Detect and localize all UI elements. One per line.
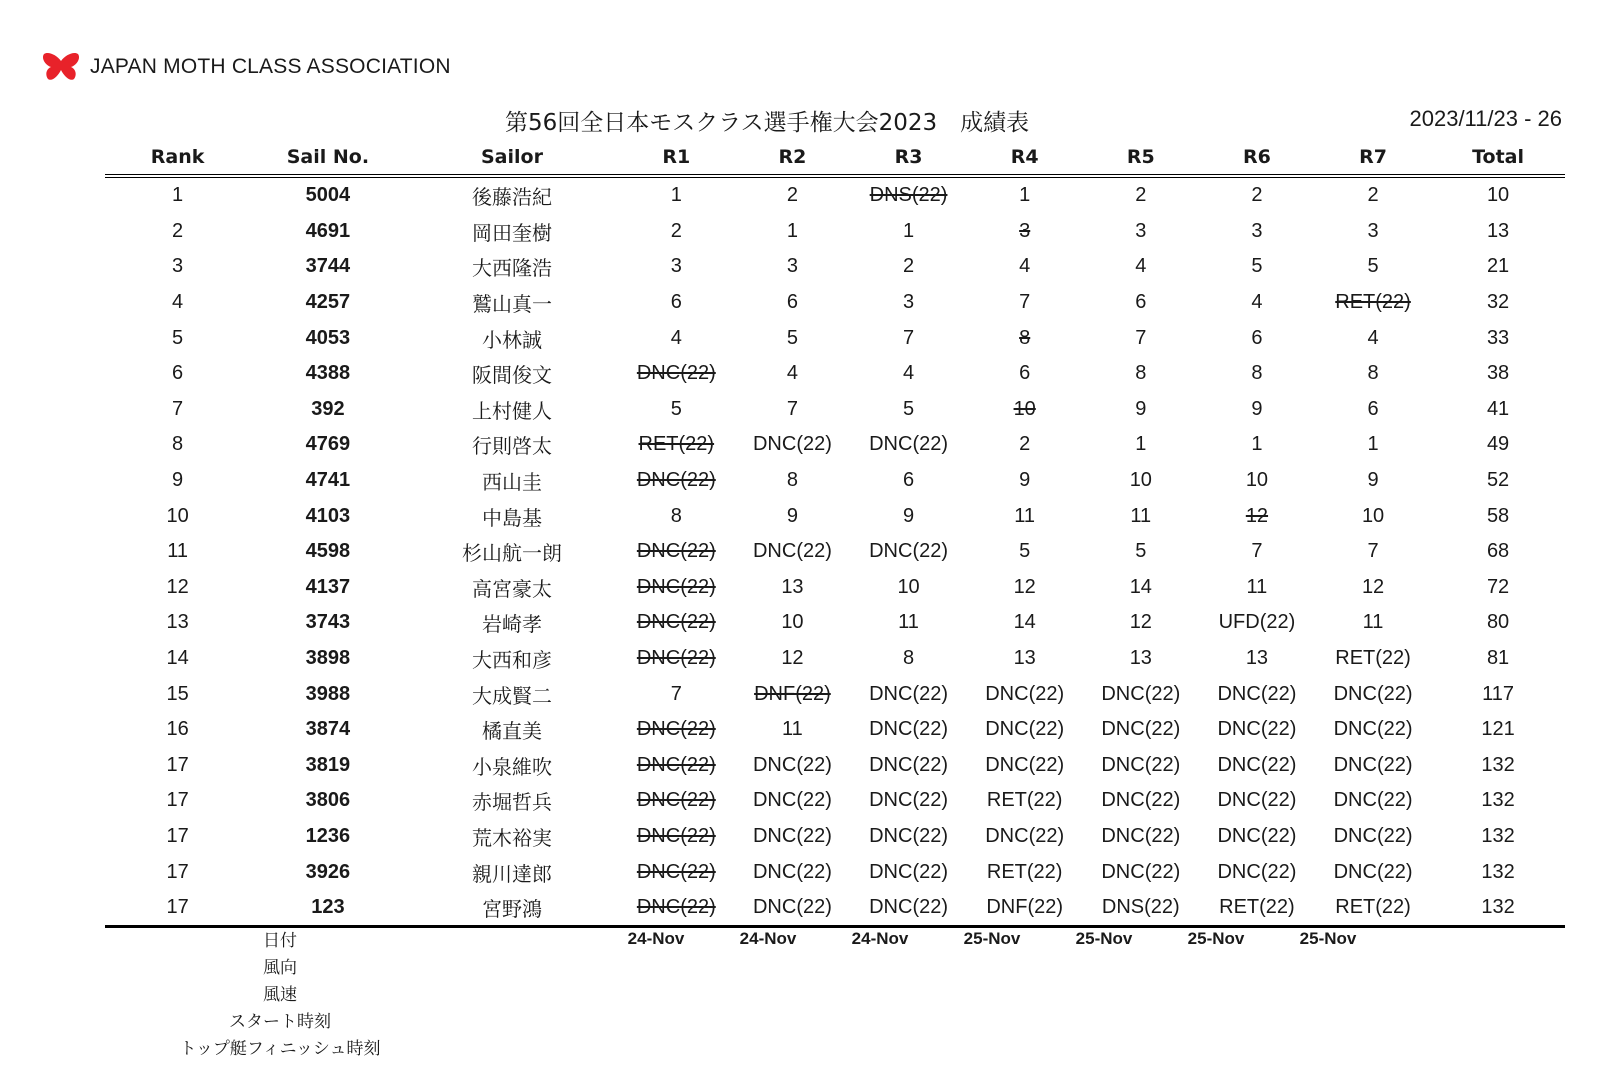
race-score-cell: 8: [903, 647, 915, 670]
race-score-cell: 4: [670, 326, 682, 349]
total-cell: 132: [1481, 860, 1515, 883]
race-score-cell: 3: [1251, 219, 1263, 242]
race-score-cell: DNF(22): [754, 682, 831, 705]
table-row: [105, 427, 1565, 463]
race-score-cell: 8: [670, 504, 682, 527]
race-score-cell: 10: [781, 611, 804, 634]
table-row: [105, 712, 1565, 748]
sail-number-cell: 4053: [305, 326, 351, 349]
race-score-cell: 3: [786, 255, 798, 278]
sail-number-cell: 3874: [305, 718, 351, 741]
total-cell: 117: [1482, 682, 1514, 705]
table-row: [105, 463, 1565, 499]
total-cell: 10: [1486, 184, 1510, 207]
sail-number-cell: 4691: [305, 219, 351, 242]
table-row: [105, 605, 1565, 641]
race-score-cell: DNC(22): [1101, 860, 1181, 883]
race-score-cell: DNS(22): [1083, 890, 1199, 927]
race-score-cell: 8: [1135, 362, 1147, 385]
total-cell: 21: [1486, 255, 1510, 278]
race-score-cell: 9: [903, 504, 915, 527]
total-cell: 52: [1486, 469, 1510, 492]
race-score-cell: 8: [1019, 326, 1031, 349]
table-row: [105, 570, 1565, 606]
sailor-name-cell: 岡田奎樹: [471, 220, 552, 245]
rank-cell: 6: [172, 362, 184, 385]
rank-cell: 5: [172, 326, 184, 349]
column-header-r1: R1: [662, 146, 691, 168]
race-score-cell: 2: [1251, 184, 1263, 207]
race-score-cell: 2: [670, 219, 682, 242]
race-score-cell: DNC(22): [985, 718, 1065, 741]
column-header-r6: R6: [1243, 146, 1271, 168]
total-cell: 49: [1486, 433, 1510, 456]
race-score-cell: 5: [1367, 255, 1379, 278]
race-score-cell: 1: [786, 219, 798, 242]
rank-cell: 16: [166, 718, 189, 741]
race-score-cell: DNC(22): [869, 433, 949, 456]
column-header-r3: R3: [894, 146, 923, 168]
sail-number-cell: 3988: [305, 682, 351, 705]
wind-direction-row: [105, 952, 1565, 979]
race-score-cell: 1: [1135, 433, 1147, 456]
race-score-cell: 4: [1135, 255, 1147, 278]
race-score-cell: 4: [903, 362, 915, 385]
sailor-name-cell: 宮野鴻: [406, 890, 619, 927]
sail-number-cell: 1236: [305, 824, 351, 847]
race-score-cell: DNC(22): [1217, 860, 1297, 883]
race-score-cell: DNC(22): [1333, 789, 1413, 812]
race-score-cell: DNC(22): [1101, 789, 1181, 812]
race-score-cell: DNC(22): [851, 890, 967, 927]
race-date: 25-Nov: [1299, 928, 1357, 948]
sailor-name-cell: 赤堀哲兵: [471, 790, 552, 815]
race-score-cell: 4: [1019, 255, 1031, 278]
organization-name: JAPAN MOTH CLASS ASSOCIATION: [90, 55, 451, 78]
sailor-name-cell: 杉山航一朗: [461, 541, 562, 566]
race-score-cell: RET(22): [1335, 647, 1411, 670]
race-score-cell: 4: [786, 362, 798, 385]
rank-cell: 12: [166, 575, 189, 598]
race-score-cell: DNC(22): [1101, 824, 1181, 847]
race-score-cell: 3: [670, 255, 682, 278]
race-score-cell: 13: [1129, 647, 1152, 670]
table-row: [105, 819, 1565, 855]
results-header-row: [105, 140, 1565, 176]
race-score-cell: 7: [1019, 291, 1031, 314]
race-score-cell: 4: [1251, 291, 1263, 314]
rank-cell: 8: [172, 433, 184, 456]
column-header-r4: R4: [1010, 146, 1039, 168]
race-score-cell: 9: [786, 504, 798, 527]
race-score-cell: 3: [1019, 219, 1031, 242]
total-cell: 13: [1486, 219, 1510, 242]
table-row: [105, 214, 1565, 250]
sailor-name-cell: 岩崎孝: [481, 612, 542, 637]
total-cell: 81: [1486, 647, 1510, 670]
race-score-cell: 6: [1251, 326, 1263, 349]
race-score-cell: DNC(22): [752, 753, 832, 776]
race-score-cell: 11: [782, 718, 803, 741]
race-score-cell: DNC(22): [1333, 860, 1413, 883]
wind-speed-row: [105, 979, 1565, 1006]
total-cell: 58: [1486, 504, 1510, 527]
race-score-cell: DNC(22): [636, 824, 716, 847]
column-header-sail-no: Sail No.: [286, 146, 370, 168]
race-score-cell: 13: [1245, 647, 1269, 670]
race-score-cell: 11: [898, 611, 919, 634]
table-row: [105, 641, 1565, 677]
table-row: [105, 890, 1565, 927]
race-score-cell: 1: [1019, 184, 1031, 207]
race-score-cell: DNC(22): [1217, 682, 1297, 705]
rank-cell: 14: [166, 647, 189, 670]
total-cell: 121: [1481, 718, 1515, 741]
top-finish-time-label: トップ艇フィニッシュ時刻: [179, 1039, 381, 1059]
race-date: 25-Nov: [1187, 928, 1245, 948]
sailor-name-cell: 小林誠: [481, 327, 542, 352]
race-score-cell: DNC(22): [618, 890, 734, 927]
race-score-cell: DNC(22): [985, 682, 1065, 705]
race-score-cell: 6: [1135, 291, 1147, 314]
race-score-cell: DNC(22): [869, 824, 949, 847]
sail-number-cell: 3744: [305, 255, 351, 278]
rank-cell: 17: [166, 753, 189, 776]
race-score-cell: DNC(22): [1217, 789, 1297, 812]
sail-number-cell: 4388: [305, 362, 351, 385]
race-score-cell: DNC(22): [1217, 824, 1297, 847]
race-score-cell: 5: [670, 397, 682, 420]
race-score-cell: RET(22): [986, 860, 1063, 883]
race-date: 25-Nov: [963, 928, 1021, 948]
race-score-cell: DNC(22): [1333, 682, 1413, 705]
sail-number-cell: 5004: [305, 184, 351, 207]
sailor-name-cell: 阪間俊文: [471, 363, 552, 388]
total-cell: 41: [1486, 397, 1510, 420]
rank-cell: 1: [172, 184, 184, 207]
race-score-cell: 5: [786, 326, 798, 349]
race-score-cell: 1: [1367, 433, 1379, 456]
race-score-cell: 2: [1135, 184, 1147, 207]
race-score-cell: DNC(22): [1101, 753, 1181, 776]
race-score-cell: RET(22): [1335, 291, 1411, 314]
race-score-cell: DNC(22): [869, 789, 949, 812]
race-score-cell: DNC(22): [636, 718, 716, 741]
sail-number-cell: 4741: [305, 469, 351, 492]
race-score-cell: 11: [1246, 575, 1268, 598]
sailor-name-cell: 荒木裕実: [471, 825, 552, 850]
race-score-cell: DNC(22): [985, 824, 1065, 847]
race-score-cell: 5: [1019, 540, 1031, 563]
race-score-cell: RET(22): [638, 433, 715, 456]
wind-speed-label: 風速: [263, 985, 297, 1005]
column-header-total: Total: [1472, 146, 1525, 168]
table-row: [105, 748, 1565, 784]
race-score-cell: 7: [1135, 326, 1147, 349]
total-cell: 33: [1486, 326, 1510, 349]
start-time-label: スタート時刻: [229, 1012, 331, 1032]
race-score-cell: 8: [1367, 362, 1379, 385]
rank-cell: 11: [167, 540, 188, 563]
total-cell: 72: [1486, 575, 1510, 598]
sail-number-cell: 3806: [305, 789, 351, 812]
sailor-name-cell: 大西隆浩: [471, 256, 552, 281]
column-header-r2: R2: [778, 146, 807, 168]
race-score-cell: 3: [903, 291, 915, 314]
race-score-cell: DNC(22): [1217, 753, 1297, 776]
race-score-cell: DNC(22): [869, 682, 949, 705]
race-score-cell: 11: [1362, 611, 1384, 634]
start-time-row: [105, 1006, 1565, 1033]
race-score-cell: 5: [1251, 255, 1263, 278]
race-score-cell: DNC(22): [869, 718, 949, 741]
race-score-cell: 2: [1019, 433, 1031, 456]
race-date: 25-Nov: [1075, 928, 1133, 948]
race-score-cell: 6: [903, 469, 915, 492]
race-score-cell: 3: [1135, 219, 1147, 242]
sailor-name-cell: 高宮豪太: [471, 576, 552, 601]
race-score-cell: DNC(22): [1333, 824, 1413, 847]
race-score-cell: 7: [1367, 540, 1379, 563]
race-score-cell: 8: [786, 469, 798, 492]
race-score-cell: DNC(22): [752, 433, 832, 456]
rank-cell: 9: [172, 469, 184, 492]
rank-cell: 7: [172, 397, 184, 420]
date-label: 日付: [263, 931, 297, 951]
total-cell: 132: [1431, 890, 1565, 927]
rank-cell: 2: [172, 219, 184, 242]
sailor-name-cell: 上村健人: [471, 398, 552, 423]
race-score-cell: DNC(22): [636, 575, 716, 598]
rank-cell: 4: [172, 291, 184, 314]
race-score-cell: 7: [1251, 540, 1263, 563]
race-score-cell: 9: [1367, 469, 1379, 492]
race-score-cell: DNC(22): [636, 647, 716, 670]
table-row: [105, 176, 1565, 214]
race-score-cell: DNC(22): [636, 611, 716, 634]
table-row: [105, 783, 1565, 819]
total-cell: 132: [1481, 789, 1515, 812]
race-score-cell: 4: [1367, 326, 1379, 349]
race-score-cell: DNC(22): [752, 789, 832, 812]
table-row: [105, 285, 1565, 321]
rank-cell: 13: [166, 611, 189, 634]
race-score-cell: 13: [781, 575, 804, 598]
race-score-cell: 8: [1251, 362, 1263, 385]
sail-number-cell: 3819: [305, 753, 351, 776]
sailor-name-cell: 後藤浩紀: [471, 185, 552, 210]
race-date: 24-Nov: [739, 928, 797, 948]
race-score-cell: 12: [1361, 575, 1385, 598]
race-score-cell: DNC(22): [1101, 718, 1181, 741]
race-score-cell: DNC(22): [1333, 753, 1413, 776]
race-score-cell: DNF(22): [967, 890, 1083, 927]
race-score-cell: DNC(22): [1217, 718, 1297, 741]
sail-number-cell: 3926: [305, 860, 351, 883]
race-score-cell: DNC(22): [869, 860, 949, 883]
race-score-cell: 12: [781, 647, 804, 670]
rank-cell: 3: [172, 255, 184, 278]
race-score-cell: DNC(22): [752, 860, 832, 883]
sailor-name-cell: 中島基: [481, 505, 542, 530]
sailor-name-cell: 小泉維吹: [471, 754, 552, 779]
rank-cell: 17: [105, 890, 250, 927]
results-table: [105, 140, 1565, 928]
total-cell: 38: [1486, 362, 1510, 385]
race-date: 24-Nov: [851, 928, 909, 948]
table-row: [105, 854, 1565, 890]
table-row: [105, 249, 1565, 285]
sail-number-cell: 3743: [305, 611, 351, 634]
table-row: [105, 320, 1565, 356]
race-score-cell: 2: [903, 255, 915, 278]
race-score-cell: DNC(22): [752, 824, 832, 847]
race-dates-row: [105, 925, 1565, 952]
total-cell: 32: [1486, 291, 1510, 314]
race-score-cell: 13: [1013, 647, 1036, 670]
sailor-name-cell: 大成賢二: [471, 683, 552, 708]
results-body: [105, 176, 1565, 927]
butterfly-icon: [42, 52, 80, 82]
sail-number-cell: 4137: [305, 575, 351, 598]
rank-cell: 15: [166, 682, 189, 705]
race-score-cell: DNC(22): [869, 753, 949, 776]
race-score-cell: DNC(22): [734, 890, 850, 927]
total-cell: 132: [1481, 753, 1515, 776]
column-header-sailor: Sailor: [480, 146, 543, 168]
race-score-cell: DNC(22): [636, 789, 716, 812]
race-score-cell: 10: [1361, 504, 1385, 527]
race-score-cell: 1: [670, 184, 682, 207]
race-score-cell: DNC(22): [1101, 682, 1181, 705]
sail-number-cell: 4598: [305, 540, 351, 563]
race-score-cell: RET(22): [1315, 890, 1431, 927]
sailor-name-cell: 橘直美: [481, 719, 542, 744]
sailor-name-cell: 大西和彦: [471, 648, 552, 673]
sail-number-cell: 392: [311, 397, 345, 420]
race-score-cell: 2: [1367, 184, 1379, 207]
race-score-cell: DNC(22): [869, 540, 949, 563]
race-score-cell: 11: [1130, 504, 1152, 527]
sailor-name-cell: 鷲山真一: [471, 292, 552, 317]
race-score-cell: 6: [1367, 397, 1379, 420]
sailor-name-cell: 親川達郎: [471, 861, 552, 886]
race-info-table: [105, 925, 1565, 1060]
race-score-cell: 5: [1135, 540, 1147, 563]
rank-cell: 17: [166, 789, 189, 812]
table-row: [105, 676, 1565, 712]
race-score-cell: 6: [1019, 362, 1031, 385]
page-title: 第56回全日本モスクラス選手権大会2023 成績表: [505, 110, 1030, 136]
race-score-cell: 7: [903, 326, 915, 349]
column-header-r7: R7: [1359, 146, 1387, 168]
table-row: [105, 534, 1565, 570]
race-score-cell: 12: [1245, 504, 1269, 527]
table-row: [105, 356, 1565, 392]
race-score-cell: DNC(22): [636, 753, 716, 776]
total-cell: 80: [1486, 611, 1510, 634]
race-score-cell: 2: [786, 184, 798, 207]
total-cell: 132: [1481, 824, 1515, 847]
race-score-cell: 6: [670, 291, 682, 314]
rank-cell: 17: [166, 860, 189, 883]
race-score-cell: DNC(22): [636, 540, 716, 563]
race-score-cell: 7: [670, 682, 682, 705]
column-header-rank: Rank: [150, 146, 205, 168]
race-score-cell: RET(22): [986, 789, 1063, 812]
race-score-cell: 9: [1135, 397, 1147, 420]
sail-number-cell: 4103: [305, 504, 351, 527]
top-finish-time-row: [105, 1033, 1565, 1060]
race-score-cell: DNC(22): [636, 860, 716, 883]
race-score-cell: 14: [1013, 611, 1036, 634]
race-score-cell: 10: [1013, 397, 1036, 420]
race-score-cell: RET(22): [1199, 890, 1315, 927]
race-score-cell: 6: [786, 291, 798, 314]
race-score-cell: 9: [1019, 469, 1031, 492]
race-score-cell: UFD(22): [1218, 611, 1296, 634]
race-score-cell: 5: [903, 397, 915, 420]
header: [42, 52, 451, 82]
race-score-cell: DNC(22): [636, 362, 716, 385]
race-score-cell: 14: [1129, 575, 1152, 598]
race-score-cell: 1: [903, 219, 915, 242]
table-row: [105, 498, 1565, 534]
race-score-cell: DNC(22): [985, 753, 1065, 776]
race-score-cell: 10: [1245, 469, 1269, 492]
sailor-name-cell: 西山圭: [481, 470, 542, 495]
race-score-cell: DNS(22): [869, 184, 948, 207]
rank-cell: 17: [166, 824, 189, 847]
race-score-cell: DNC(22): [752, 540, 832, 563]
race-score-cell: DNC(22): [636, 469, 716, 492]
sail-number-cell: 3898: [305, 647, 351, 670]
race-score-cell: 12: [1129, 611, 1152, 634]
rank-cell: 10: [166, 504, 189, 527]
race-score-cell: DNC(22): [1333, 718, 1413, 741]
race-score-cell: 11: [1014, 504, 1036, 527]
race-score-cell: 10: [1129, 469, 1152, 492]
race-score-cell: 12: [1013, 575, 1036, 598]
race-score-cell: 3: [1367, 219, 1379, 242]
sail-number-cell: 4769: [305, 433, 351, 456]
race-score-cell: 7: [786, 397, 798, 420]
total-cell: 68: [1486, 540, 1510, 563]
table-row: [105, 392, 1565, 428]
sail-number-cell: 4257: [305, 291, 351, 314]
column-header-r5: R5: [1126, 146, 1155, 168]
race-date: 24-Nov: [627, 928, 685, 948]
wind-direction-label: 風向: [263, 958, 297, 978]
race-score-cell: 1: [1251, 433, 1263, 456]
sailor-name-cell: 行則啓太: [471, 434, 552, 459]
event-date-range: 2023/11/23 - 26: [1409, 106, 1562, 131]
race-score-cell: 9: [1251, 397, 1263, 420]
race-score-cell: 10: [897, 575, 920, 598]
sail-number-cell: 123: [250, 890, 406, 927]
